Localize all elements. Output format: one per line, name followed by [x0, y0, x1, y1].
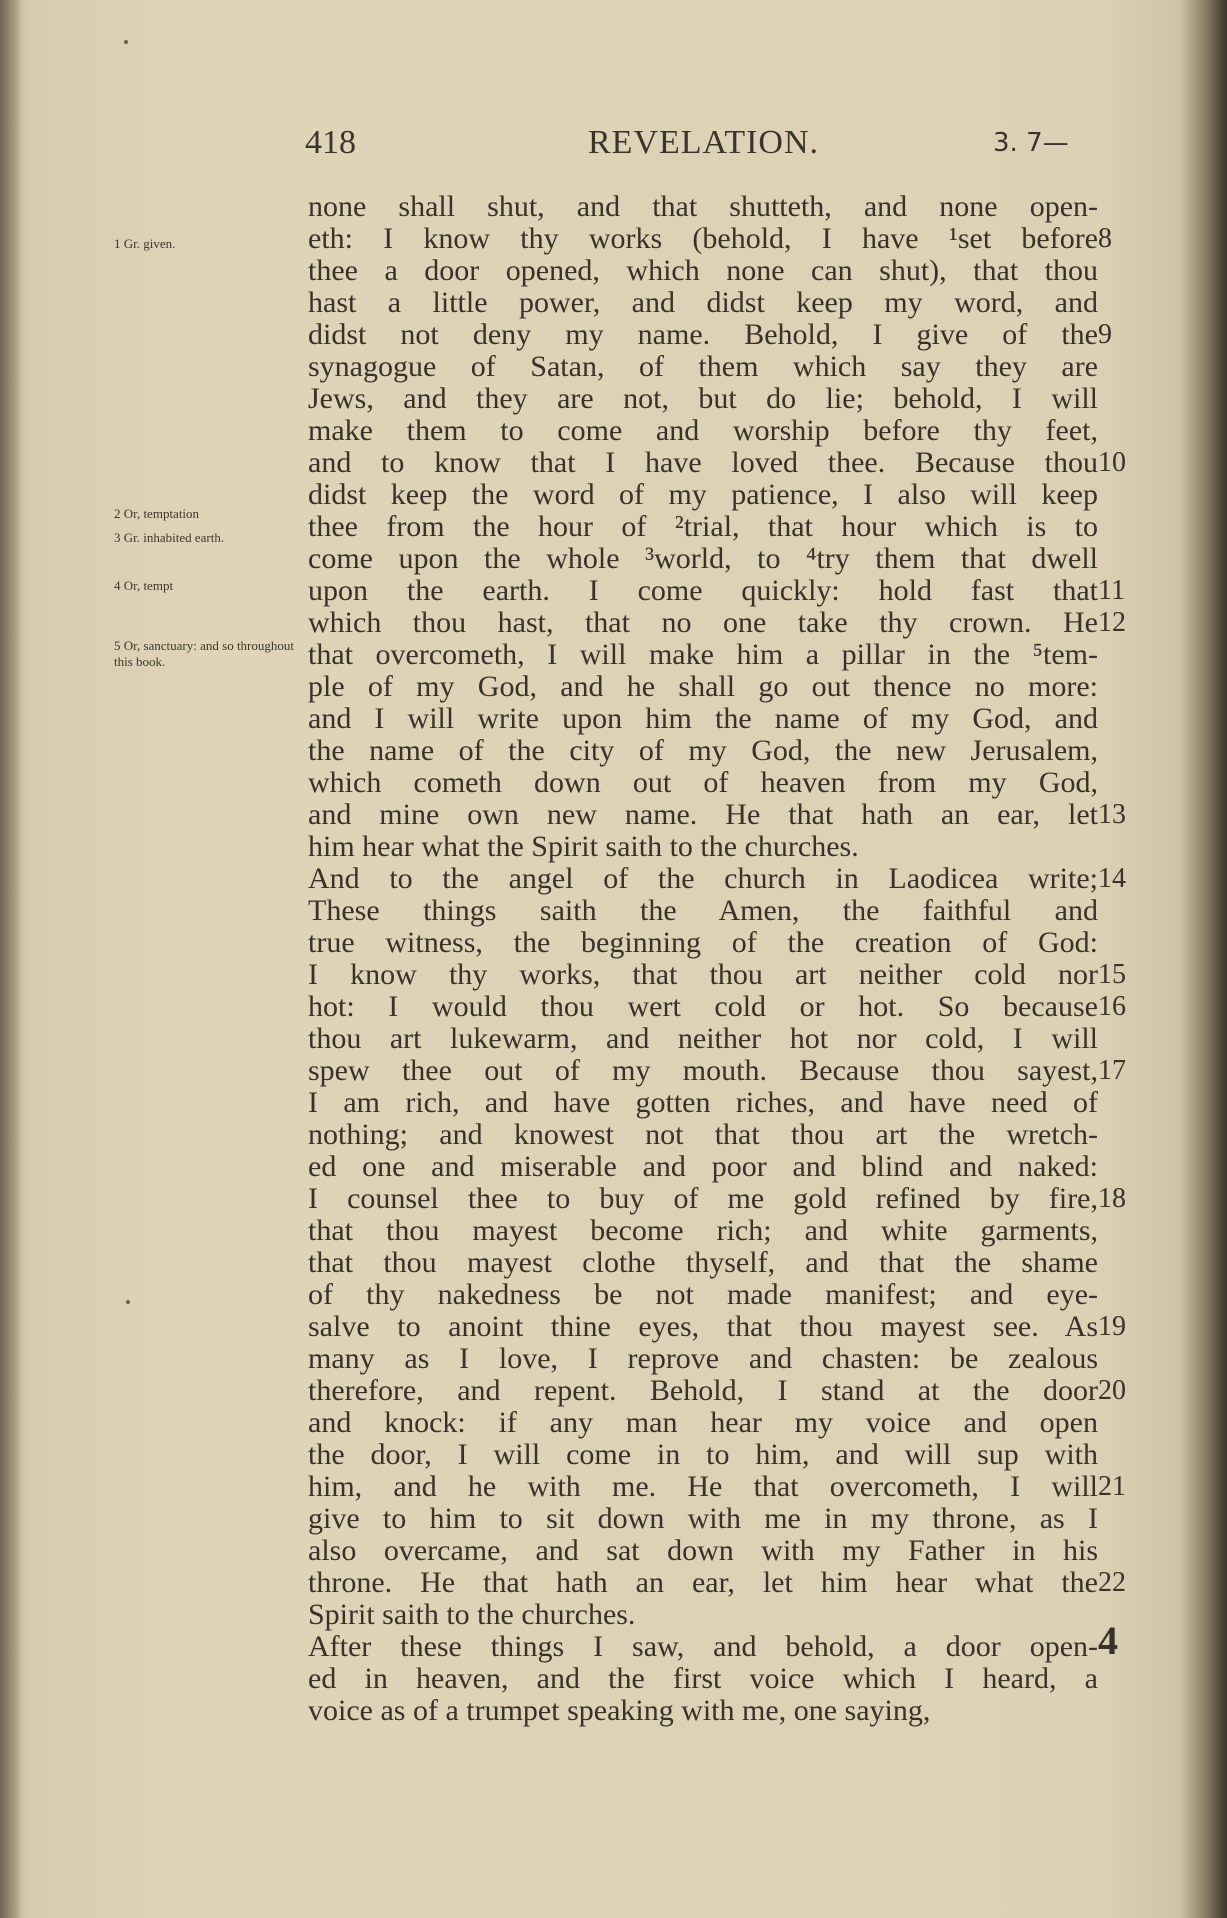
text-line: him, and he with me. He that overcometh, I will [308, 1470, 1098, 1503]
text-line: that thou mayest clothe thyself, and that the shame [308, 1246, 1098, 1279]
text-line: come upon the whole ³world, to ⁴try them that dwell [308, 542, 1098, 575]
text-line: which thou hast, that no one take thy crown. He [308, 606, 1098, 639]
text-line: salve to anoint thine eyes, that thou mayest see. As [308, 1310, 1098, 1343]
chapter-verse-reference: 3. 7— [993, 128, 1069, 158]
text-line: I know thy works, that thou art neither cold nor [308, 958, 1098, 991]
margin-note: 4 Or, tempt [114, 578, 174, 593]
verse-number: 11 [1098, 575, 1125, 606]
text-line: him hear what the Spirit saith to the churches. [308, 830, 859, 863]
text-line: These things saith the Amen, the faithful and [308, 894, 1098, 927]
text-line: thou art lukewarm, and neither hot nor cold, I will [308, 1022, 1098, 1055]
text-line: upon the earth. I come quickly: hold fast that [308, 574, 1098, 607]
text-line: make them to come and worship before thy feet, [308, 414, 1098, 447]
text-line: and knock: if any man hear my voice and open [308, 1406, 1098, 1439]
verse-number: 9 [1098, 319, 1112, 350]
text-line: didst not deny my name. Behold, I give of the [308, 318, 1098, 351]
text-line: and I will write upon him the name of my God, and [308, 702, 1098, 735]
text-line: none shall shut, and that shutteth, and none open- [308, 190, 1098, 223]
text-line: many as I love, I reprove and chasten: be zealous [308, 1342, 1098, 1375]
verse-number: 19 [1098, 1311, 1126, 1342]
verse-number: 15 [1098, 959, 1126, 990]
text-line: thee a door opened, which none can shut), that thou [308, 254, 1098, 287]
text-line: that overcometh, I will make him a pillar in the ⁵tem- [308, 638, 1098, 671]
text-line: voice as of a trumpet speaking with me, one saying, [308, 1694, 931, 1727]
text-line: hast a little power, and didst keep my word, and [308, 286, 1098, 319]
paper-fleck [126, 1300, 130, 1304]
verse-number: 14 [1098, 863, 1126, 894]
text-line: also overcame, and sat down with my Father in his [308, 1534, 1098, 1567]
text-line: and to know that I have loved thee. Because thou [308, 446, 1098, 479]
text-line: After these things I saw, and behold, a door open- [308, 1630, 1098, 1663]
text-line: hot: I would thou wert cold or hot. So because [308, 990, 1098, 1023]
verse-number: 16 [1098, 991, 1126, 1022]
margin-note: 3 Gr. inhabited earth. [114, 530, 225, 545]
page-number: 418 [305, 124, 356, 161]
text-line: ed in heaven, and the first voice which I heard, a [308, 1662, 1098, 1695]
text-line: throne. He that hath an ear, let him hear what the [308, 1566, 1098, 1599]
text-line: eth: I know thy works (behold, I have ¹set before [308, 222, 1098, 255]
text-line: Spirit saith to the churches. [308, 1598, 636, 1631]
text-line: And to the angel of the church in Laodicea write; [308, 862, 1098, 895]
text-line: and mine own new name. He that hath an ear, let [308, 798, 1098, 831]
margin-note: 5 Or, sanctuary: and so throughout this book. [114, 638, 295, 669]
margin-note: 2 Or, temptation [114, 506, 200, 521]
verse-number: 18 [1098, 1183, 1126, 1214]
text-line: ed one and miserable and poor and blind and naked: [308, 1150, 1098, 1183]
text-line: synagogue of Satan, of them which say they are [308, 350, 1098, 383]
verse-number: 12 [1098, 607, 1126, 638]
text-line: didst keep the word of my patience, I also will keep [308, 478, 1098, 511]
verse-number: 8 [1098, 223, 1112, 254]
chapter-number: 4 [1098, 1618, 1118, 1663]
text-line: I am rich, and have gotten riches, and have need of [308, 1086, 1098, 1119]
text-line: that thou mayest become rich; and white garments, [308, 1214, 1098, 1247]
text-line: true witness, the beginning of the creation of God: [308, 926, 1098, 959]
margin-note: 1 Gr. given. [114, 236, 176, 251]
text-line: the name of the city of my God, the new Jerusalem, [308, 734, 1098, 767]
running-title: REVELATION. [588, 124, 820, 161]
verse-number: 13 [1098, 799, 1126, 830]
verse-number: 20 [1098, 1375, 1126, 1406]
text-line: the door, I will come in to him, and will sup with [308, 1438, 1098, 1471]
verse-number: 17 [1098, 1055, 1126, 1086]
verse-number: 10 [1098, 447, 1126, 478]
text-line: give to him to sit down with me in my throne, as I [308, 1502, 1098, 1535]
text-line: ple of my God, and he shall go out thence no more: [308, 670, 1098, 703]
text-line: which cometh down out of heaven from my God, [308, 766, 1098, 799]
verse-number: 22 [1098, 1567, 1126, 1598]
text-line: thee from the hour of ²trial, that hour which is to [308, 510, 1098, 543]
text-line: I counsel thee to buy of me gold refined by fire, [308, 1182, 1098, 1215]
text-line: spew thee out of my mouth. Because thou sayest, [308, 1054, 1098, 1087]
paper-fleck [124, 40, 128, 44]
verse-number: 21 [1098, 1471, 1126, 1502]
text-line: therefore, and repent. Behold, I stand at the door [308, 1374, 1098, 1407]
text-line: of thy nakedness be not made manifest; and eye- [308, 1278, 1098, 1311]
text-line: nothing; and knowest not that thou art the wretch- [308, 1118, 1098, 1151]
text-line: Jews, and they are not, but do lie; behold, I will [308, 382, 1098, 415]
